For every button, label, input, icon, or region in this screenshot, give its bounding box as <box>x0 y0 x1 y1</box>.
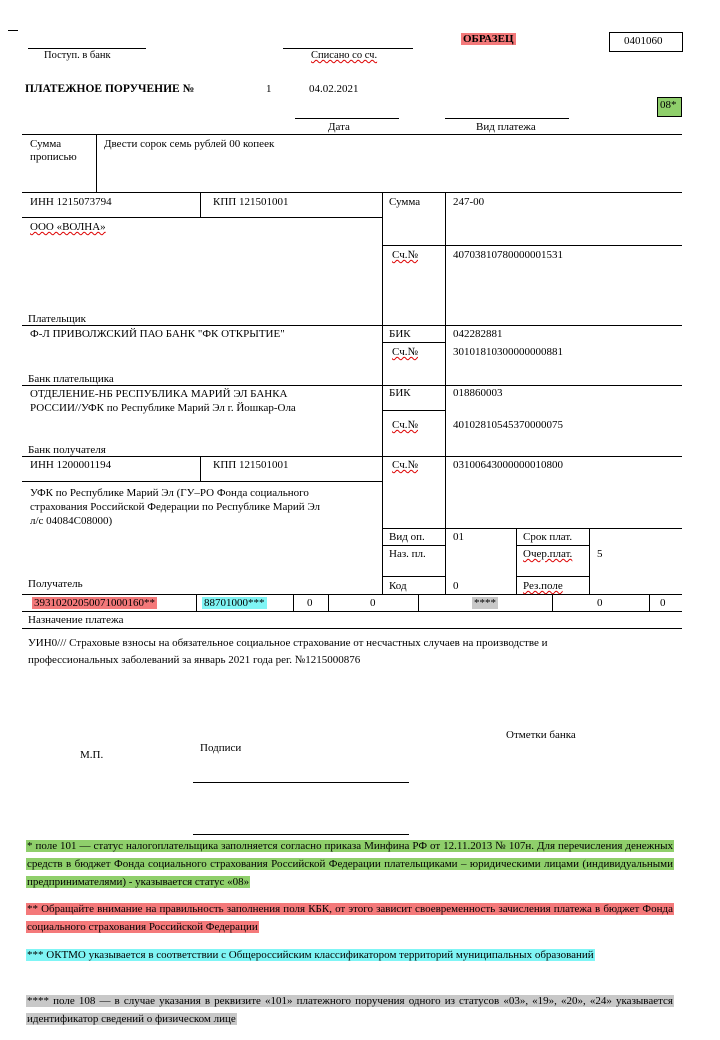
recipient-account-label: Сч.№ <box>392 459 418 471</box>
rule-tax-top <box>22 594 682 595</box>
amount-value: 247-00 <box>453 196 485 208</box>
field-110: 0 <box>660 597 666 609</box>
payer-account: 40703810780000001531 <box>453 249 563 261</box>
order-value: 5 <box>597 548 603 560</box>
rule-recipient-inn <box>22 481 382 482</box>
received-label: Поступ. в банк <box>44 50 111 61</box>
payer-bik-label: БИК <box>389 328 411 340</box>
signature-line-2 <box>193 834 409 835</box>
rule-amount-words-divider <box>96 134 97 192</box>
code-label: Код <box>389 580 407 592</box>
payer-label: Плательщик <box>28 313 86 325</box>
payment-type-line <box>445 118 569 119</box>
rule-tax-4 <box>418 594 419 611</box>
rule-op-4 <box>516 576 589 577</box>
order-label: Очер.плат. <box>523 548 573 560</box>
rule-tax-1 <box>196 594 197 611</box>
reserve-label: Рез.поле <box>523 580 563 592</box>
status-field: 08* <box>660 99 677 111</box>
recipient-bank-account: 40102810545370000075 <box>453 419 563 431</box>
field-107: 0 <box>370 597 376 609</box>
corner-mark <box>8 30 18 31</box>
recipient-bank-account-label: Сч.№ <box>392 419 418 431</box>
purpose-code-label: Наз. пл. <box>389 548 426 560</box>
rule-amount-account <box>382 245 682 246</box>
purpose-text: УИН0/// Страховые взносы на обязательное социальное страхование от несчастных случаев на производстве и профессиональных заболеваний за январь 2021 года рег. №1215000876 <box>28 637 548 666</box>
recipient-label: Получатель <box>28 578 83 590</box>
stamp-label: М.П. <box>80 749 104 761</box>
rule-main-vertical <box>382 192 383 594</box>
rule-payer-bank-top <box>22 325 682 326</box>
rule-payer-top <box>22 192 682 193</box>
debited-label: Списано со сч. <box>311 50 378 61</box>
rule-recipient-top <box>22 456 682 457</box>
payer-bank-account-label: Сч.№ <box>392 346 418 358</box>
rule-tax-6 <box>649 594 650 611</box>
payer-account-label: Сч.№ <box>392 249 418 261</box>
rule-recipient-bank-top <box>22 385 682 386</box>
recipient-kpp: КПП 121501001 <box>213 459 289 471</box>
purpose-label: Назначение платежа <box>28 614 124 626</box>
rule-op-divider-2 <box>589 528 590 594</box>
rule-payer-inn <box>22 217 382 218</box>
field-109: 0 <box>597 597 603 609</box>
oktmo-field: 88701000*** <box>204 597 265 609</box>
recipient-name: УФК по Республике Марий Эл (ГУ–РО Фонда социального страхования Российской Федерации по Республике Марий Эл л/с 04084C08000) <box>30 487 321 527</box>
received-line <box>28 48 146 49</box>
date-label: Дата <box>328 121 350 133</box>
field-108: **** <box>474 597 496 609</box>
date-line <box>295 118 399 119</box>
rule-tax-2 <box>293 594 294 611</box>
payer-bank-account: 30101810300000000881 <box>453 346 563 358</box>
recipient-bik: 018860003 <box>453 387 503 399</box>
payer-name: ООО «ВОЛНА» <box>30 221 106 233</box>
payment-type-label: Вид платежа <box>476 121 536 133</box>
rule-recipient-bik <box>382 410 445 411</box>
note-field-108: **** поле 108 — в случае указания в реквизите «101» платежного поручения одного из статусов «03», «19», «20», «24» указывается идентификатор сведений о физическом лице <box>27 995 673 1025</box>
page-title: ПЛАТЕЖНОЕ ПОРУЧЕНИЕ № <box>25 83 195 95</box>
op-type-label: Вид оп. <box>389 531 425 543</box>
payer-bik: 042282881 <box>453 328 503 340</box>
amount-words-value: Двести сорок семь рублей 00 копеек <box>104 138 275 150</box>
payer-bank-label: Банк плательщика <box>28 373 114 385</box>
rule-second-vertical <box>445 192 446 594</box>
rule-op-top <box>382 528 682 529</box>
sample-badge: ОБРАЗЕЦ <box>463 33 514 45</box>
signature-line-1 <box>193 782 409 783</box>
note-oktmo: *** ОКТМО указывается в соответствии с Общероссийским классификатором территорий муниципальных образований <box>27 949 594 961</box>
recipient-account: 03100643000000010800 <box>453 459 563 471</box>
code-value: 0 <box>453 580 459 592</box>
op-type: 01 <box>453 531 464 543</box>
rule-recipient-inn-kpp-divider <box>200 456 201 481</box>
recipient-bank-name: ОТДЕЛЕНИЕ-НБ РЕСПУБЛИКА МАРИЙ ЭЛ БАНКА РОССИИ//УФК по Республике Марий Эл г. Йошкар-Ола <box>30 388 296 414</box>
payer-kpp: КПП 121501001 <box>213 196 289 208</box>
rule-payer-bik <box>382 342 445 343</box>
form-code: 0401060 <box>624 35 663 47</box>
recipient-bik-label: БИК <box>389 387 411 399</box>
amount-words-label: Сумма прописью <box>30 138 77 163</box>
field-106: 0 <box>307 597 313 609</box>
payer-bank-name: Ф-Л ПРИВОЛЖСКИЙ ПАО БАНК "ФК ОТКРЫТИЕ" <box>30 328 285 340</box>
signatures-label: Подписи <box>200 742 242 754</box>
rule-op-1 <box>382 545 445 546</box>
recipient-bank-label: Банк получателя <box>28 444 106 456</box>
note-kbk: ** Обращайте внимание на правильность заполнения поля КБК, от этого зависит своевременность зачисления платежа в бюджет Фонда социального страхования Российской Федерации <box>27 903 673 933</box>
bank-marks-label: Отметки банка <box>506 729 576 741</box>
rule-purpose-bottom <box>22 628 682 629</box>
recipient-inn: ИНН 1200001194 <box>30 459 112 471</box>
rule-op-3 <box>382 576 445 577</box>
debited-line <box>283 48 413 49</box>
payer-inn: ИНН 1215073794 <box>30 196 112 208</box>
deadline-label: Срок плат. <box>523 531 573 543</box>
rule-tax-bottom <box>22 611 682 612</box>
rule-inn-kpp-divider <box>200 192 201 217</box>
rule-top <box>22 134 682 135</box>
order-date: 04.02.2021 <box>309 83 359 95</box>
rule-op-divider <box>516 528 517 594</box>
order-number: 1 <box>266 83 272 95</box>
rule-op-2 <box>516 545 589 546</box>
kbk-field: 39310202050071000160** <box>34 597 155 609</box>
rule-tax-3 <box>328 594 329 611</box>
amount-label: Сумма <box>389 196 421 208</box>
rule-tax-5 <box>552 594 553 611</box>
note-status: * поле 101 — статус налогоплательщика заполняется согласно приказа Минфина РФ от 12.11.2013 № 107н. Для перечисления денежных средств в бюджет Фонда социального страхования Российской Федерации плательщиками – юридическими лицами (индивидуальными предпринимателями) - указывается статус «08» <box>27 840 673 888</box>
